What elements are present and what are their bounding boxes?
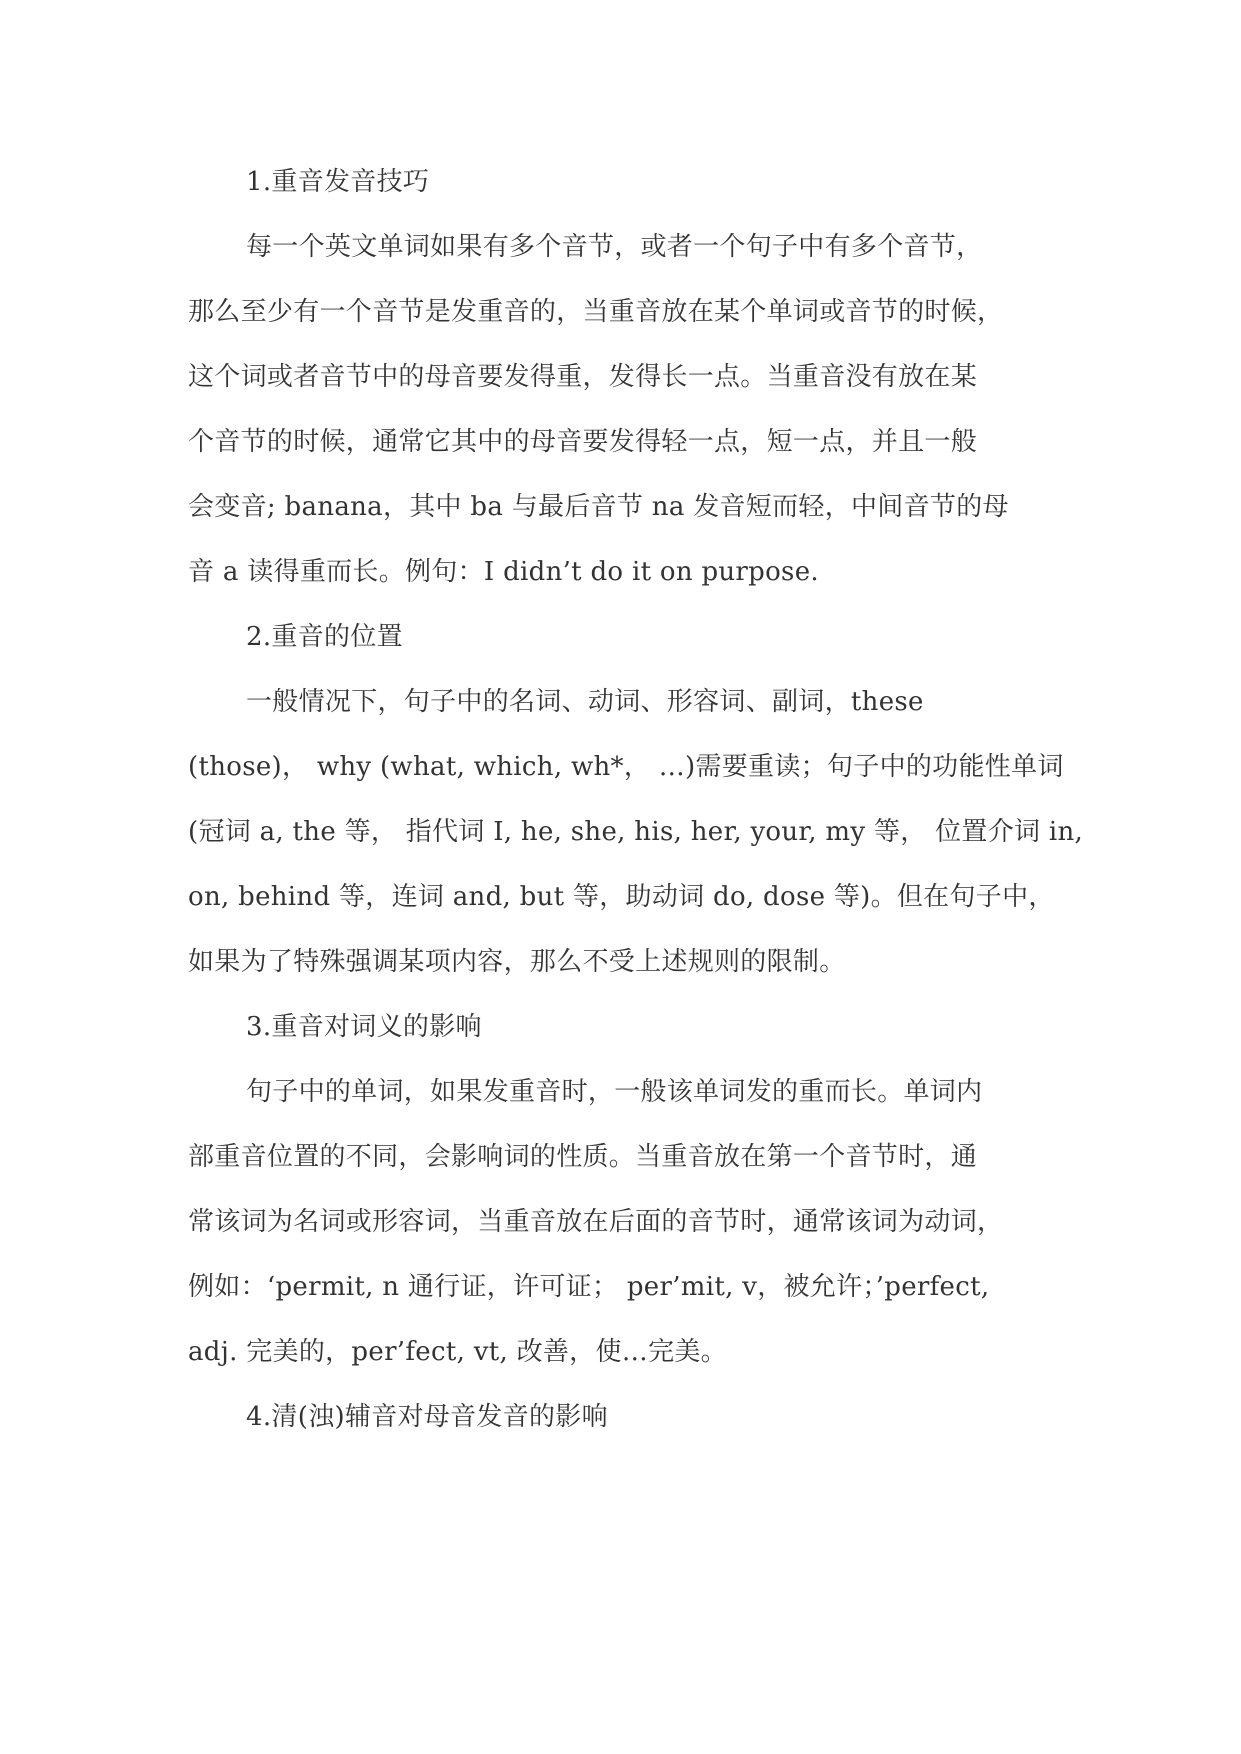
section-heading-4: 4.清(浊)辅音对母音发音的影响 — [246, 1402, 608, 1432]
paragraph-line: 部重音位置的不同，会影响词的性质。当重音放在第一个音节时，通 — [188, 1142, 978, 1172]
paragraph-line: 一般情况下，句子中的名词、动词、形容词、副词，these — [246, 687, 924, 717]
section-heading-2: 2.重音的位置 — [246, 622, 403, 652]
paragraph-line: 如果为了特殊强调某项内容，那么不受上述规则的限制。 — [188, 947, 846, 977]
paragraph-line: 句子中的单词，如果发重音时，一般该单词发的重而长。单词内 — [246, 1077, 983, 1107]
paragraph-line: 那么至少有一个音节是发重音的，当重音放在某个单词或音节的时候， — [188, 297, 1004, 327]
paragraph-line: 音 a 读得重而长。例句：I didn’t do it on purpose. — [188, 557, 819, 587]
paragraph-line: 每一个英文单词如果有多个音节，或者一个句子中有多个音节， — [246, 232, 983, 262]
paragraph-line: on, behind 等，连词 and, but 等，助动词 do, dose 等)。但在句子中， — [188, 882, 1055, 912]
paragraph-line: 这个词或者音节中的母音要发得重，发得长一点。当重音没有放在某 — [188, 362, 978, 392]
paragraph-line: adj. 完美的，per’fect, vt, 改善，使…完美。 — [188, 1337, 727, 1367]
paragraph-line: (冠词 a, the 等， 指代词 I, he, she, his, her, your, my 等， 位置介词 in, — [188, 817, 1084, 847]
paragraph-line: 例如：‘permit, n 通行证，许可证； per’mit, v，被允许；’perfect, — [188, 1272, 990, 1302]
document-body — [188, 158, 1084, 1458]
section-heading-3: 3.重音对词义的影响 — [246, 1012, 482, 1042]
paragraph-line: 个音节的时候，通常它其中的母音要发得轻一点，短一点，并且一般 — [188, 427, 978, 457]
paragraph-line: 会变音; banana，其中 ba 与最后音节 na 发音短而轻，中间音节的母 — [188, 492, 1009, 522]
paragraph-line: 常该词为名词或形容词，当重音放在后面的音节时，通常该词为动词， — [188, 1207, 1004, 1237]
section-heading-1: 1.重音发音技巧 — [246, 167, 430, 197]
paragraph-line: (those)， why (what, which, wh*， …)需要重读；句子中的功能性单词 — [188, 752, 1064, 782]
